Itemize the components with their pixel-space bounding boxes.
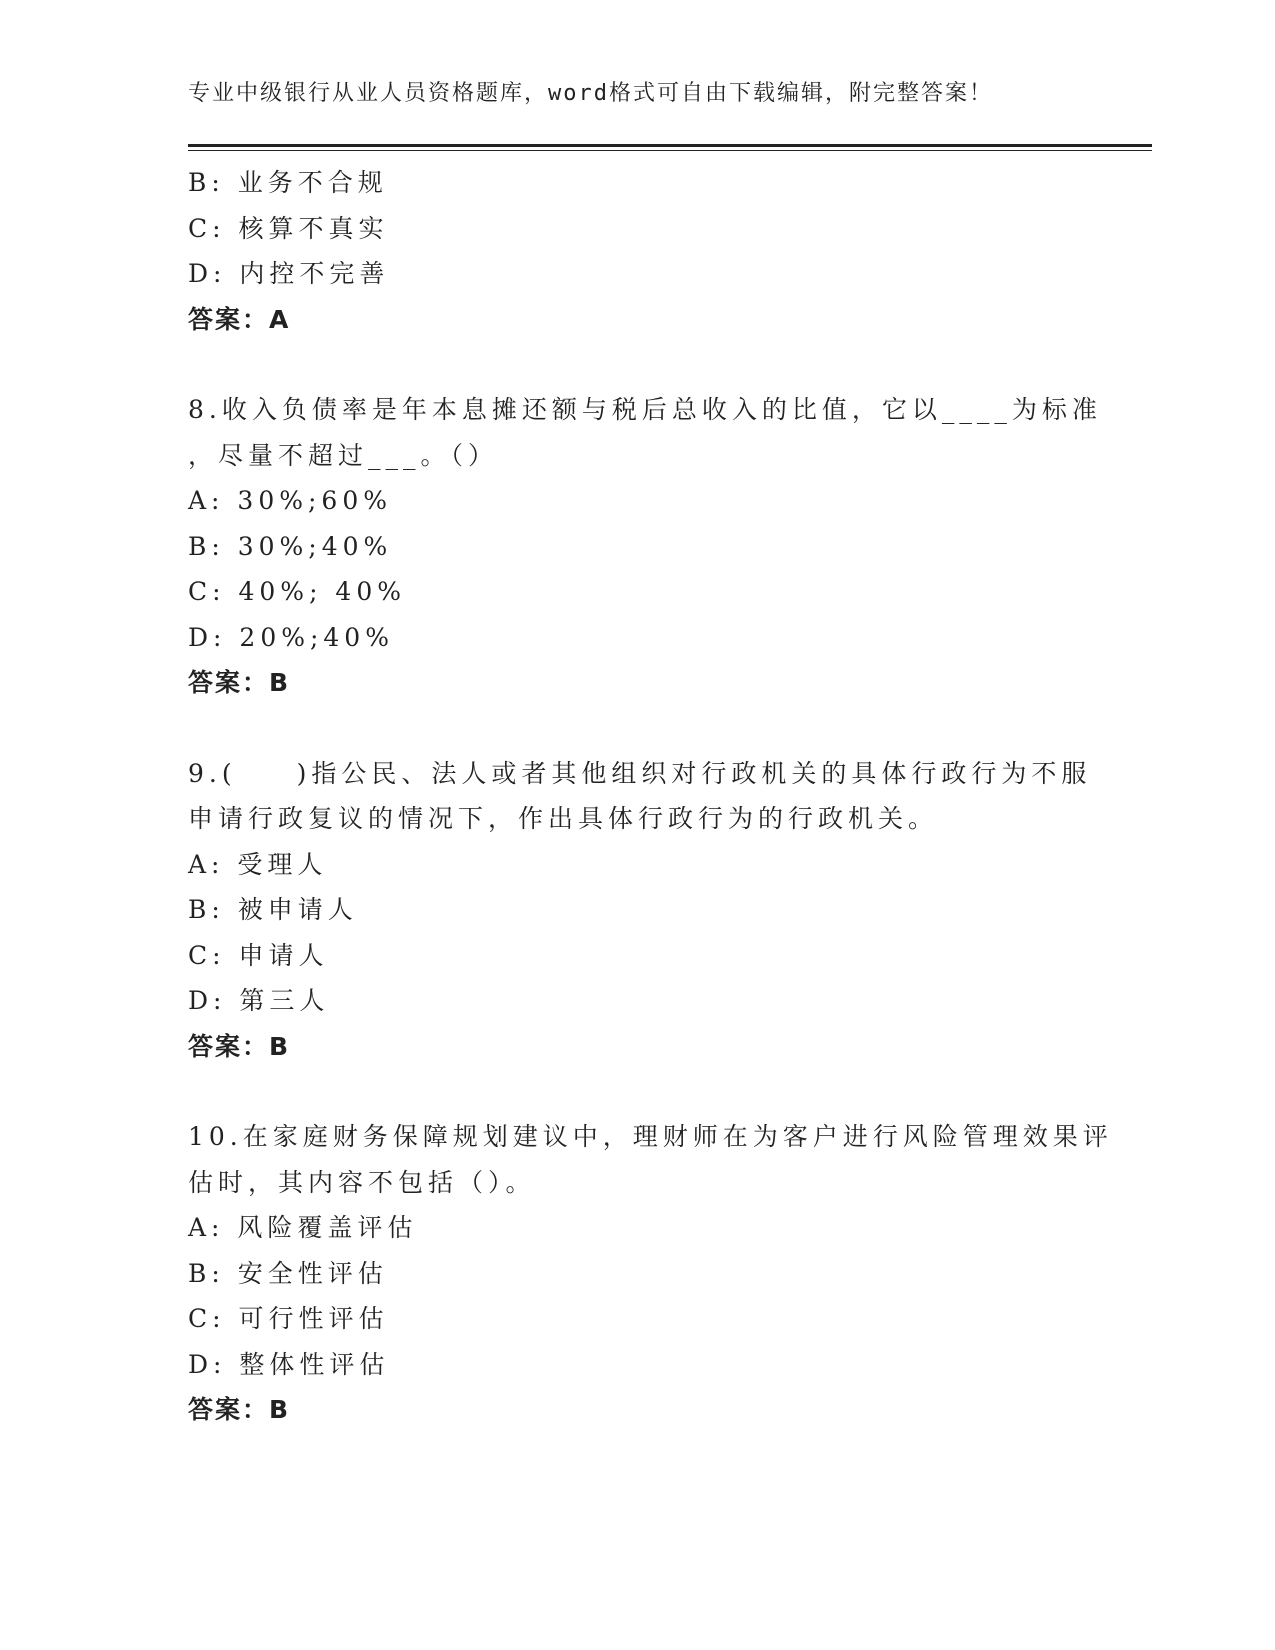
option-d: D: 第三人 [188,986,330,1015]
option-a: A: 受理人 [188,849,328,879]
option-d: D: 内控不完善 [188,259,390,288]
option-b: B: 安全性评估 [188,1258,388,1288]
option-a: A: 风险覆盖评估 [188,1213,418,1242]
option-c: C: 核算不真实 [188,213,389,243]
answer-label: 答案：A [188,304,291,334]
spacer [188,706,1088,751]
option-d: D: 20%;40% [188,622,394,652]
option-b: B: 30%;40% [188,531,393,561]
option-d: D: 整体性评估 [188,1349,390,1379]
spacer [188,1069,1088,1114]
answer-label: 答案：B [188,1031,291,1061]
question-stem-line: ，尽量不超过___。（） [188,440,499,470]
question-stem-line: 9.( )指公民、法人或者其他组织对行政机关的具体行政行为不服 [188,758,1092,788]
option-c: C: 可行性评估 [188,1304,389,1333]
question-10 [188,1114,1113,1433]
page-header: 专业中级银行从业人员资格题库，word格式可自由下载编辑，附完整答案！ [188,81,993,106]
question-7-continued [188,160,1088,342]
option-c: C: 40%; 40% [188,577,407,606]
question-stem-line: 8.收入负债率是年本息摊还额与税后总收入的比值，它以____为标准 [188,395,1102,424]
answer-label: 答案：B [188,668,291,697]
question-list [188,160,1113,1433]
question-8 [188,387,1102,706]
header-divider-thin [188,150,1152,151]
question-9 [188,751,1092,1070]
header-divider-thick [188,144,1152,147]
spacer [188,342,1088,387]
question-stem-line: 估时，其内容不包括（）。 [188,1167,536,1197]
option-b: B: 业务不合规 [188,168,388,197]
question-stem-line: 申请行政复议的情况下，作出具体行政行为的行政机关。 [188,804,939,833]
option-c: C: 申请人 [188,940,329,970]
option-b: B: 被申请人 [188,895,358,924]
option-a: A: 30%;60% [188,486,392,515]
question-stem-line: 10.在家庭财务保障规划建议中，理财师在为客户进行风险管理效果评 [188,1122,1113,1151]
answer-label: 答案：B [188,1395,291,1424]
